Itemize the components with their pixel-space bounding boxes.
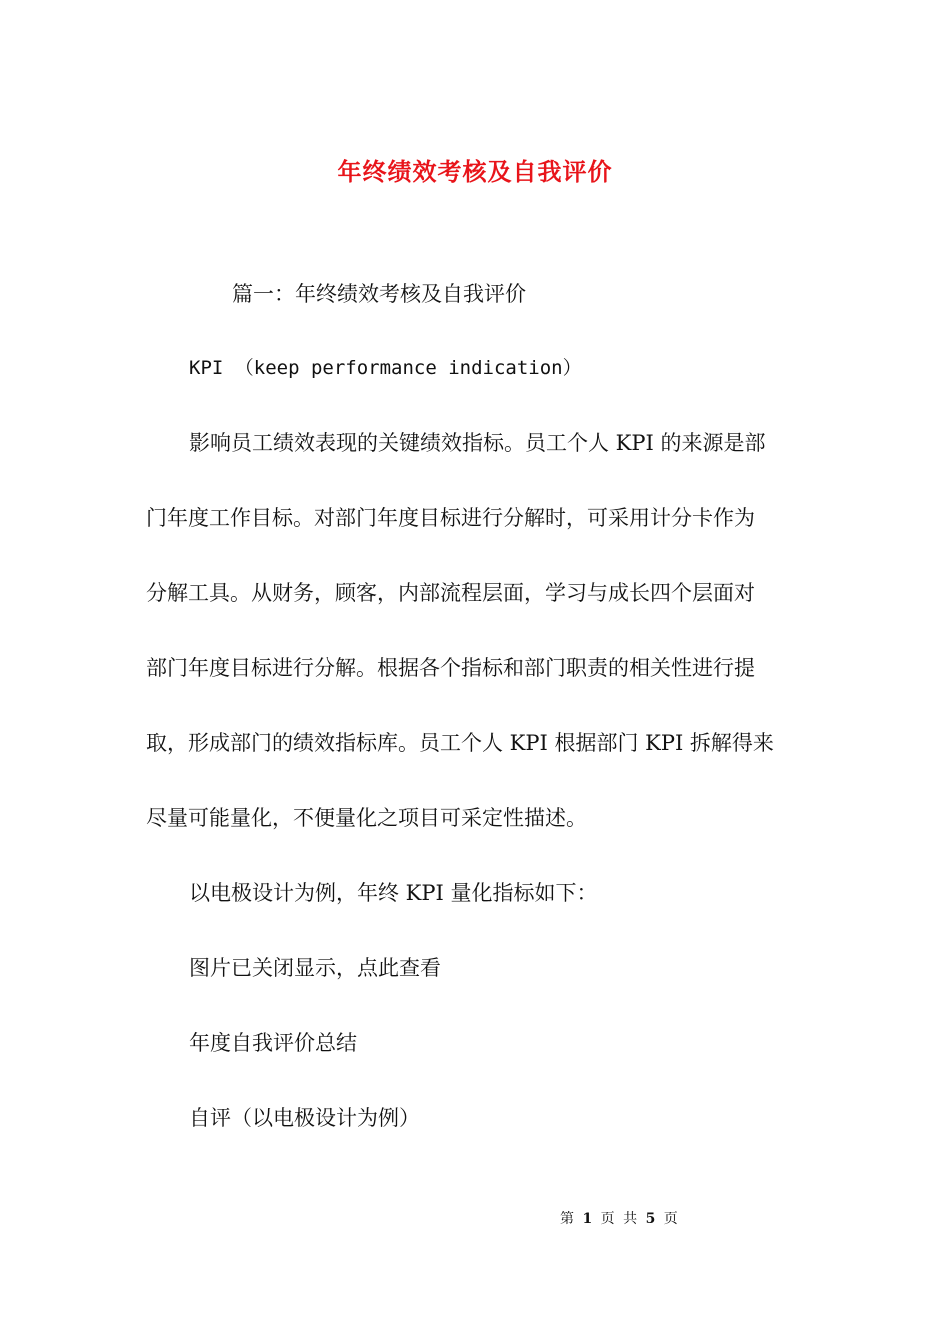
footer-total-pages: 5 [645,1211,656,1227]
paragraph-line: 影响员工绩效表现的关键绩效指标。员工个人 KPI 的来源是部 [189,431,766,455]
kpi-definition-line: KPI （keep performance indication） [189,357,582,379]
paragraph-line: 分解工具。从财务，顾客，内部流程层面，学习与成长四个层面对 [146,581,755,605]
section-heading: 篇一：年终绩效考核及自我评价 [232,282,526,306]
document-title: 年终绩效考核及自我评价 [337,157,613,187]
paragraph-line: 尽量可能量化，不便量化之项目可采定性描述。 [146,806,587,830]
footer-page-number: 1 [582,1211,593,1227]
paragraph-line: 取，形成部门的绩效指标库。员工个人 KPI 根据部门 KPI 拆解得来 [146,731,774,755]
subheading: 自评（以电极设计为例） [189,1106,420,1130]
page-footer [560,1208,678,1228]
paragraph-line: 门年度工作目标。对部门年度目标进行分解时，可采用计分卡作为 [146,506,755,530]
footer-suffix: 页 [663,1211,678,1227]
footer-prefix: 第 [560,1211,574,1227]
paragraph-line: 部门年度目标进行分解。根据各个指标和部门职责的相关性进行提 [146,656,755,680]
paragraph-line: 以电极设计为例，年终 KPI 量化指标如下： [189,881,598,905]
subheading: 年度自我评价总结 [189,1031,357,1055]
footer-middle: 页 共 [600,1211,638,1227]
image-placeholder-link[interactable]: 图片已关闭显示，点此查看 [189,956,441,980]
